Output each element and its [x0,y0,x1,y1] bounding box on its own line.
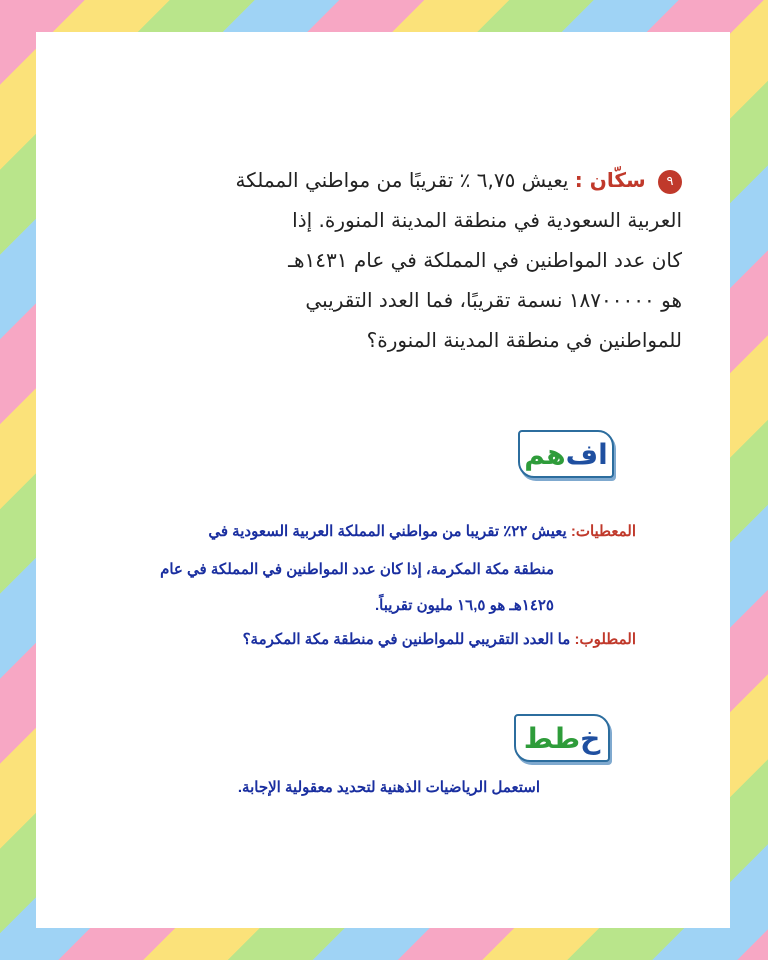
givens-line-1 [96,522,636,540]
problem-statement [176,160,682,360]
plan-label-part1: خ [580,721,601,755]
plan-text: استعمل الرياضيات الذهنية لتحديد معقولية الإجابة. [237,779,540,796]
givens-line-3: ١٤٢٥هـ هو ١٦,٥ مليون تقريباً. [375,597,554,614]
understand-label [518,430,614,478]
understand-label-part2: هم [524,437,566,471]
givens-line-2: منطقة مكة المكرمة، إذا كان عدد المواطنين في المملكة في عام [160,561,554,578]
problem-number-badge: ٩ [658,170,682,194]
problem-topic: سكّان : [574,168,646,192]
plan-label [514,714,610,762]
required-text: ما العدد التقريبي للمواطنين في منطقة مكة المكرمة؟ [242,631,571,648]
givens-text-1: يعيش ٢٢٪ تقريبا من مواطني المملكة العربية السعودية في [208,523,567,540]
problem-line-1 [176,160,682,200]
problem-text-4: هو ١٨٧٠٠٠٠٠ نسمة تقريبًا، فما العدد التقريبي [305,288,682,312]
problem-text-5: للمواطنين في منطقة المدينة المنورة؟ [366,328,682,352]
givens-label: المعطيات: [570,523,636,540]
required-label: المطلوب: [574,631,636,648]
problem-text-1: يعيش ٦,٧٥ ٪ تقريبًا من مواطني المملكة [235,168,569,192]
required-line [96,630,636,648]
plan-label-part2: طط [523,721,581,755]
understand-label-part1: اف [565,437,608,471]
problem-text-2: العربية السعودية في منطقة المدينة المنورة. إذا [292,208,682,232]
problem-text-3: كان عدد المواطنين في المملكة في عام ١٤٣١هـ [288,248,682,272]
